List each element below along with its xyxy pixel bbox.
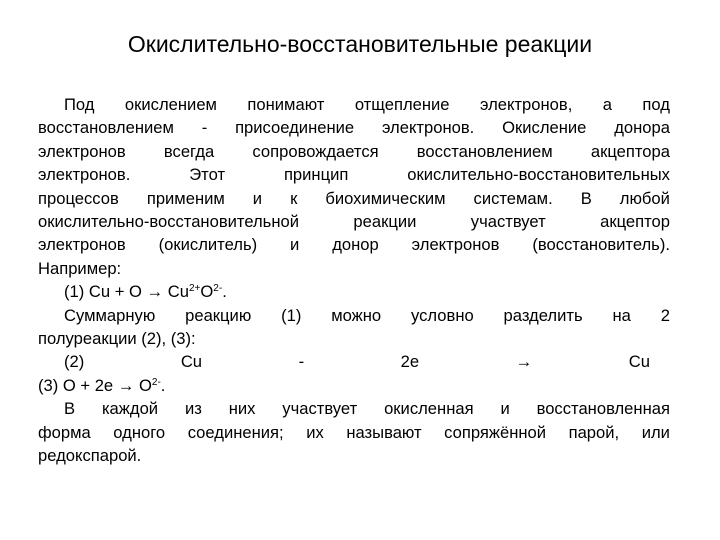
word: разделить — [503, 305, 583, 325]
word: любой — [619, 188, 670, 208]
word: 2e — [400, 352, 420, 372]
final-tail: редокспарой. — [38, 446, 142, 466]
word: электронов — [38, 141, 126, 161]
word: Под — [64, 95, 95, 114]
word: донора — [614, 118, 670, 138]
word: соединения; — [187, 422, 284, 442]
word: реакции — [353, 212, 417, 232]
word: а — [602, 95, 612, 114]
example-label: Например: — [38, 258, 122, 278]
word: Суммарную — [64, 305, 156, 325]
paragraph-line — [38, 421, 670, 444]
word: принцип — [283, 165, 349, 185]
word: Cu — [628, 352, 650, 372]
body-text — [38, 93, 670, 467]
word: восстановлением — [416, 141, 553, 161]
word: под — [642, 95, 670, 114]
paragraph-line — [38, 187, 670, 210]
word: отщепление — [354, 95, 450, 114]
summary-tail: полуреакции (2), (3): — [38, 329, 196, 349]
word: называют — [346, 422, 422, 442]
word: донор — [332, 235, 379, 255]
word: Этот — [189, 165, 226, 185]
word: Cu — [180, 352, 203, 372]
word: (2) — [64, 352, 85, 372]
word: участвует — [282, 399, 358, 419]
word: понимают — [247, 95, 325, 114]
paragraph-line — [38, 163, 670, 186]
paragraph-line — [38, 93, 670, 116]
word: всегда — [163, 141, 215, 161]
word: (1) — [281, 305, 302, 325]
word: участвует — [470, 212, 546, 232]
word: электронов, — [479, 95, 573, 114]
word: сопряжённой — [444, 422, 547, 442]
word: - — [201, 118, 208, 138]
word: Окисление — [502, 118, 587, 138]
word: парой, — [568, 422, 620, 442]
word: окислительно-восстановительной — [38, 212, 299, 232]
word: присоединение — [235, 118, 355, 138]
paragraph-line — [38, 116, 670, 139]
word: одного — [113, 422, 166, 442]
word: окисленная — [384, 399, 474, 419]
word: биохимическим — [325, 188, 446, 208]
word: электронов. — [38, 165, 131, 185]
word: из — [184, 399, 202, 419]
word: них — [228, 399, 256, 419]
word: окислением — [124, 95, 217, 114]
word: акцептор — [600, 212, 670, 232]
paragraph-line — [38, 397, 670, 420]
word: В — [64, 399, 76, 419]
word: процессов — [38, 188, 119, 208]
slide-title: Окислительно-восстановительные реакции — [127, 31, 593, 57]
word: системам. — [473, 188, 553, 208]
word: каждой — [101, 399, 159, 419]
word: В — [580, 188, 592, 208]
equation-2 — [38, 350, 670, 373]
word: форма — [38, 422, 91, 442]
word: применим — [146, 188, 225, 208]
word: восстановленная — [536, 399, 670, 419]
equation-3: (3) $O + 2e \to O^{2-}$. — [38, 375, 166, 395]
equation-1: (1) $Cu + O \to Cu^{2+}O^{2-}$. — [64, 282, 227, 302]
word: реакцию — [185, 305, 252, 325]
word: восстановлением — [38, 118, 174, 138]
word: их — [306, 422, 324, 442]
word: или — [641, 422, 670, 442]
paragraph-line — [38, 304, 670, 327]
word: на — [612, 305, 631, 325]
word: к — [290, 188, 298, 208]
word: 2 — [660, 305, 670, 325]
paragraph-line — [38, 210, 670, 233]
word: (восстановитель). — [532, 235, 670, 255]
paragraph-line — [38, 233, 670, 256]
word: электронов — [411, 235, 500, 255]
word: и — [500, 399, 510, 419]
word: электронов — [38, 235, 126, 255]
paragraph-line — [38, 140, 670, 163]
word: электронов. — [381, 118, 475, 138]
word: и — [252, 188, 263, 208]
word: → — [515, 352, 533, 372]
word: можно — [331, 305, 382, 325]
word: условно — [411, 305, 474, 325]
word: (окислитель) — [158, 235, 258, 255]
word: сопровождается — [252, 141, 379, 161]
word: и — [290, 235, 300, 255]
word: окислительно-восстановительных — [407, 165, 670, 185]
word: акцептора — [590, 141, 670, 161]
word: - — [298, 352, 305, 372]
